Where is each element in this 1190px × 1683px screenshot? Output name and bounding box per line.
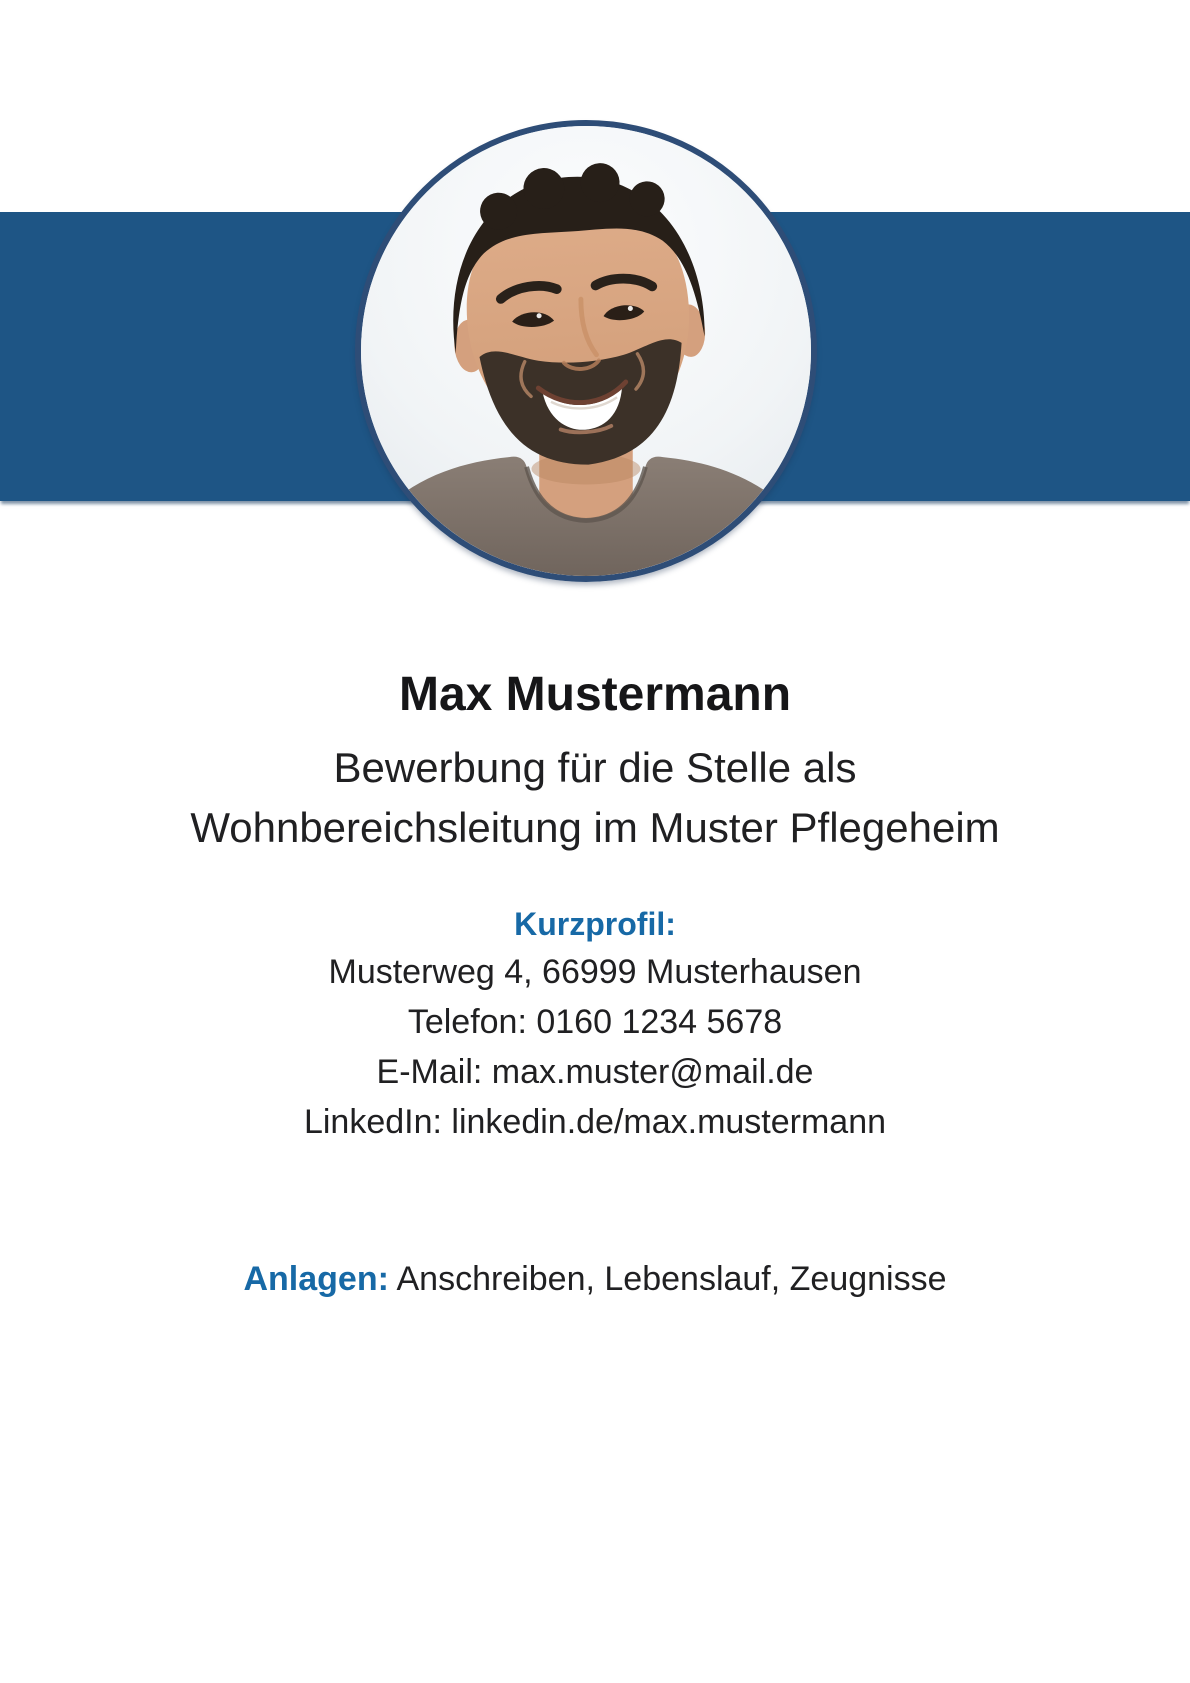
- kurzprofil-heading: Kurzprofil:: [514, 906, 676, 942]
- subtitle-line-2: Wohnbereichsleitung im Muster Pflegeheim: [190, 804, 1000, 851]
- address-line: Musterweg 4, 66999 Musterhausen: [328, 953, 862, 991]
- phone-line: Telefon: 0160 1234 5678: [407, 1003, 783, 1041]
- kurzprofil-section: [0, 901, 1190, 1147]
- applicant-portrait-illustration: [361, 126, 811, 576]
- applicant-name: Max Mustermann: [398, 668, 792, 721]
- linkedin-line: LinkedIn: linkedin.de/max.mustermann: [303, 1103, 887, 1141]
- subtitle-line-1: Bewerbung für die Stelle als: [333, 744, 857, 791]
- attachments-line: [0, 1254, 1190, 1304]
- profile-photo: [355, 120, 817, 582]
- email-line: E-Mail: max.muster@mail.de: [376, 1053, 814, 1091]
- application-subtitle: [0, 738, 1190, 858]
- attachments-value: Anschreiben, Lebenslauf, Zeugnisse: [388, 1260, 947, 1298]
- attachments-label: Anlagen:: [243, 1260, 389, 1298]
